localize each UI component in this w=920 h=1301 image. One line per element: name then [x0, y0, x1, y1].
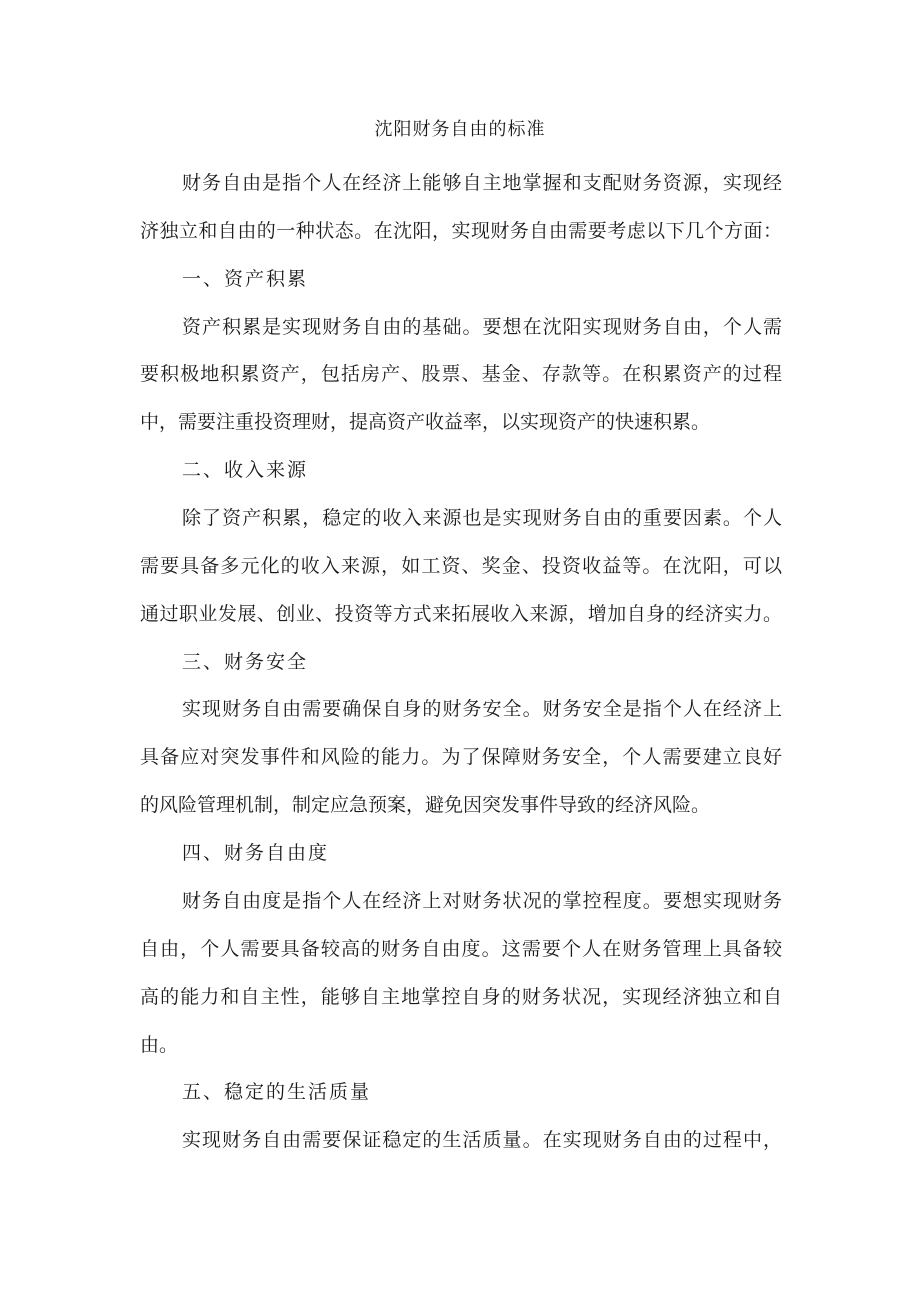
section-heading-3: 三、财务安全 — [182, 651, 309, 673]
section-1-line-2: 要积极地积累资产，包括房产、股票、基金、存款等。在积累资产的过程 — [140, 363, 782, 385]
section-2-line-2: 需要具备多元化的收入来源，如工资、奖金、投资收益等。在沈阳，可以 — [140, 555, 782, 577]
section-3-line-2: 具备应对突发事件和风险的能力。为了保障财务安全，个人需要建立良好 — [140, 746, 782, 768]
section-4-line-4: 由。 — [140, 1034, 179, 1056]
section-2-line-3: 通过职业发展、创业、投资等方式来拓展收入来源，增加自身的经济实力。 — [140, 603, 782, 625]
section-4-line-2: 自由，个人需要具备较高的财务自由度。这需要个人在财务管理上具备较 — [140, 938, 782, 960]
section-1-line-1: 资产积累是实现财务自由的基础。要想在沈阳实现财务自由，个人需 — [182, 316, 782, 338]
section-3-line-1: 实现财务自由需要确保自身的财务安全。财务安全是指个人在经济上 — [182, 698, 782, 720]
section-1-line-3: 中，需要注重投资理财，提高资产收益率，以实现资产的快速积累。 — [140, 411, 711, 433]
section-3-line-3: 的风险管理机制，制定应急预案，避免因突发事件导致的经济风险。 — [140, 794, 711, 816]
section-5-line-1: 实现财务自由需要保证稳定的生活质量。在实现财务自由的过程中， — [182, 1129, 782, 1151]
intro-line-2: 济独立和自由的一种状态。在沈阳，实现财务自由需要考虑以下几个方面： — [140, 220, 782, 242]
document-title: 沈阳财务自由的标准 — [374, 119, 546, 140]
section-heading-2: 二、收入来源 — [182, 459, 309, 481]
section-4-line-1: 财务自由度是指个人在经济上对财务状况的掌控程度。要想实现财务 — [182, 890, 782, 912]
section-4-line-3: 高的能力和自主性，能够自主地掌控自身的财务状况，实现经济独立和自 — [140, 986, 782, 1008]
section-heading-5: 五、稳定的生活质量 — [182, 1081, 372, 1103]
intro-line-1: 财务自由是指个人在经济上能够自主地掌握和支配财务资源，实现经 — [182, 172, 782, 194]
section-heading-1: 一、资产积累 — [182, 268, 309, 290]
section-heading-4: 四、财务自由度 — [182, 842, 330, 864]
section-2-line-1: 除了资产积累，稳定的收入来源也是实现财务自由的重要因素。个人 — [182, 507, 782, 529]
